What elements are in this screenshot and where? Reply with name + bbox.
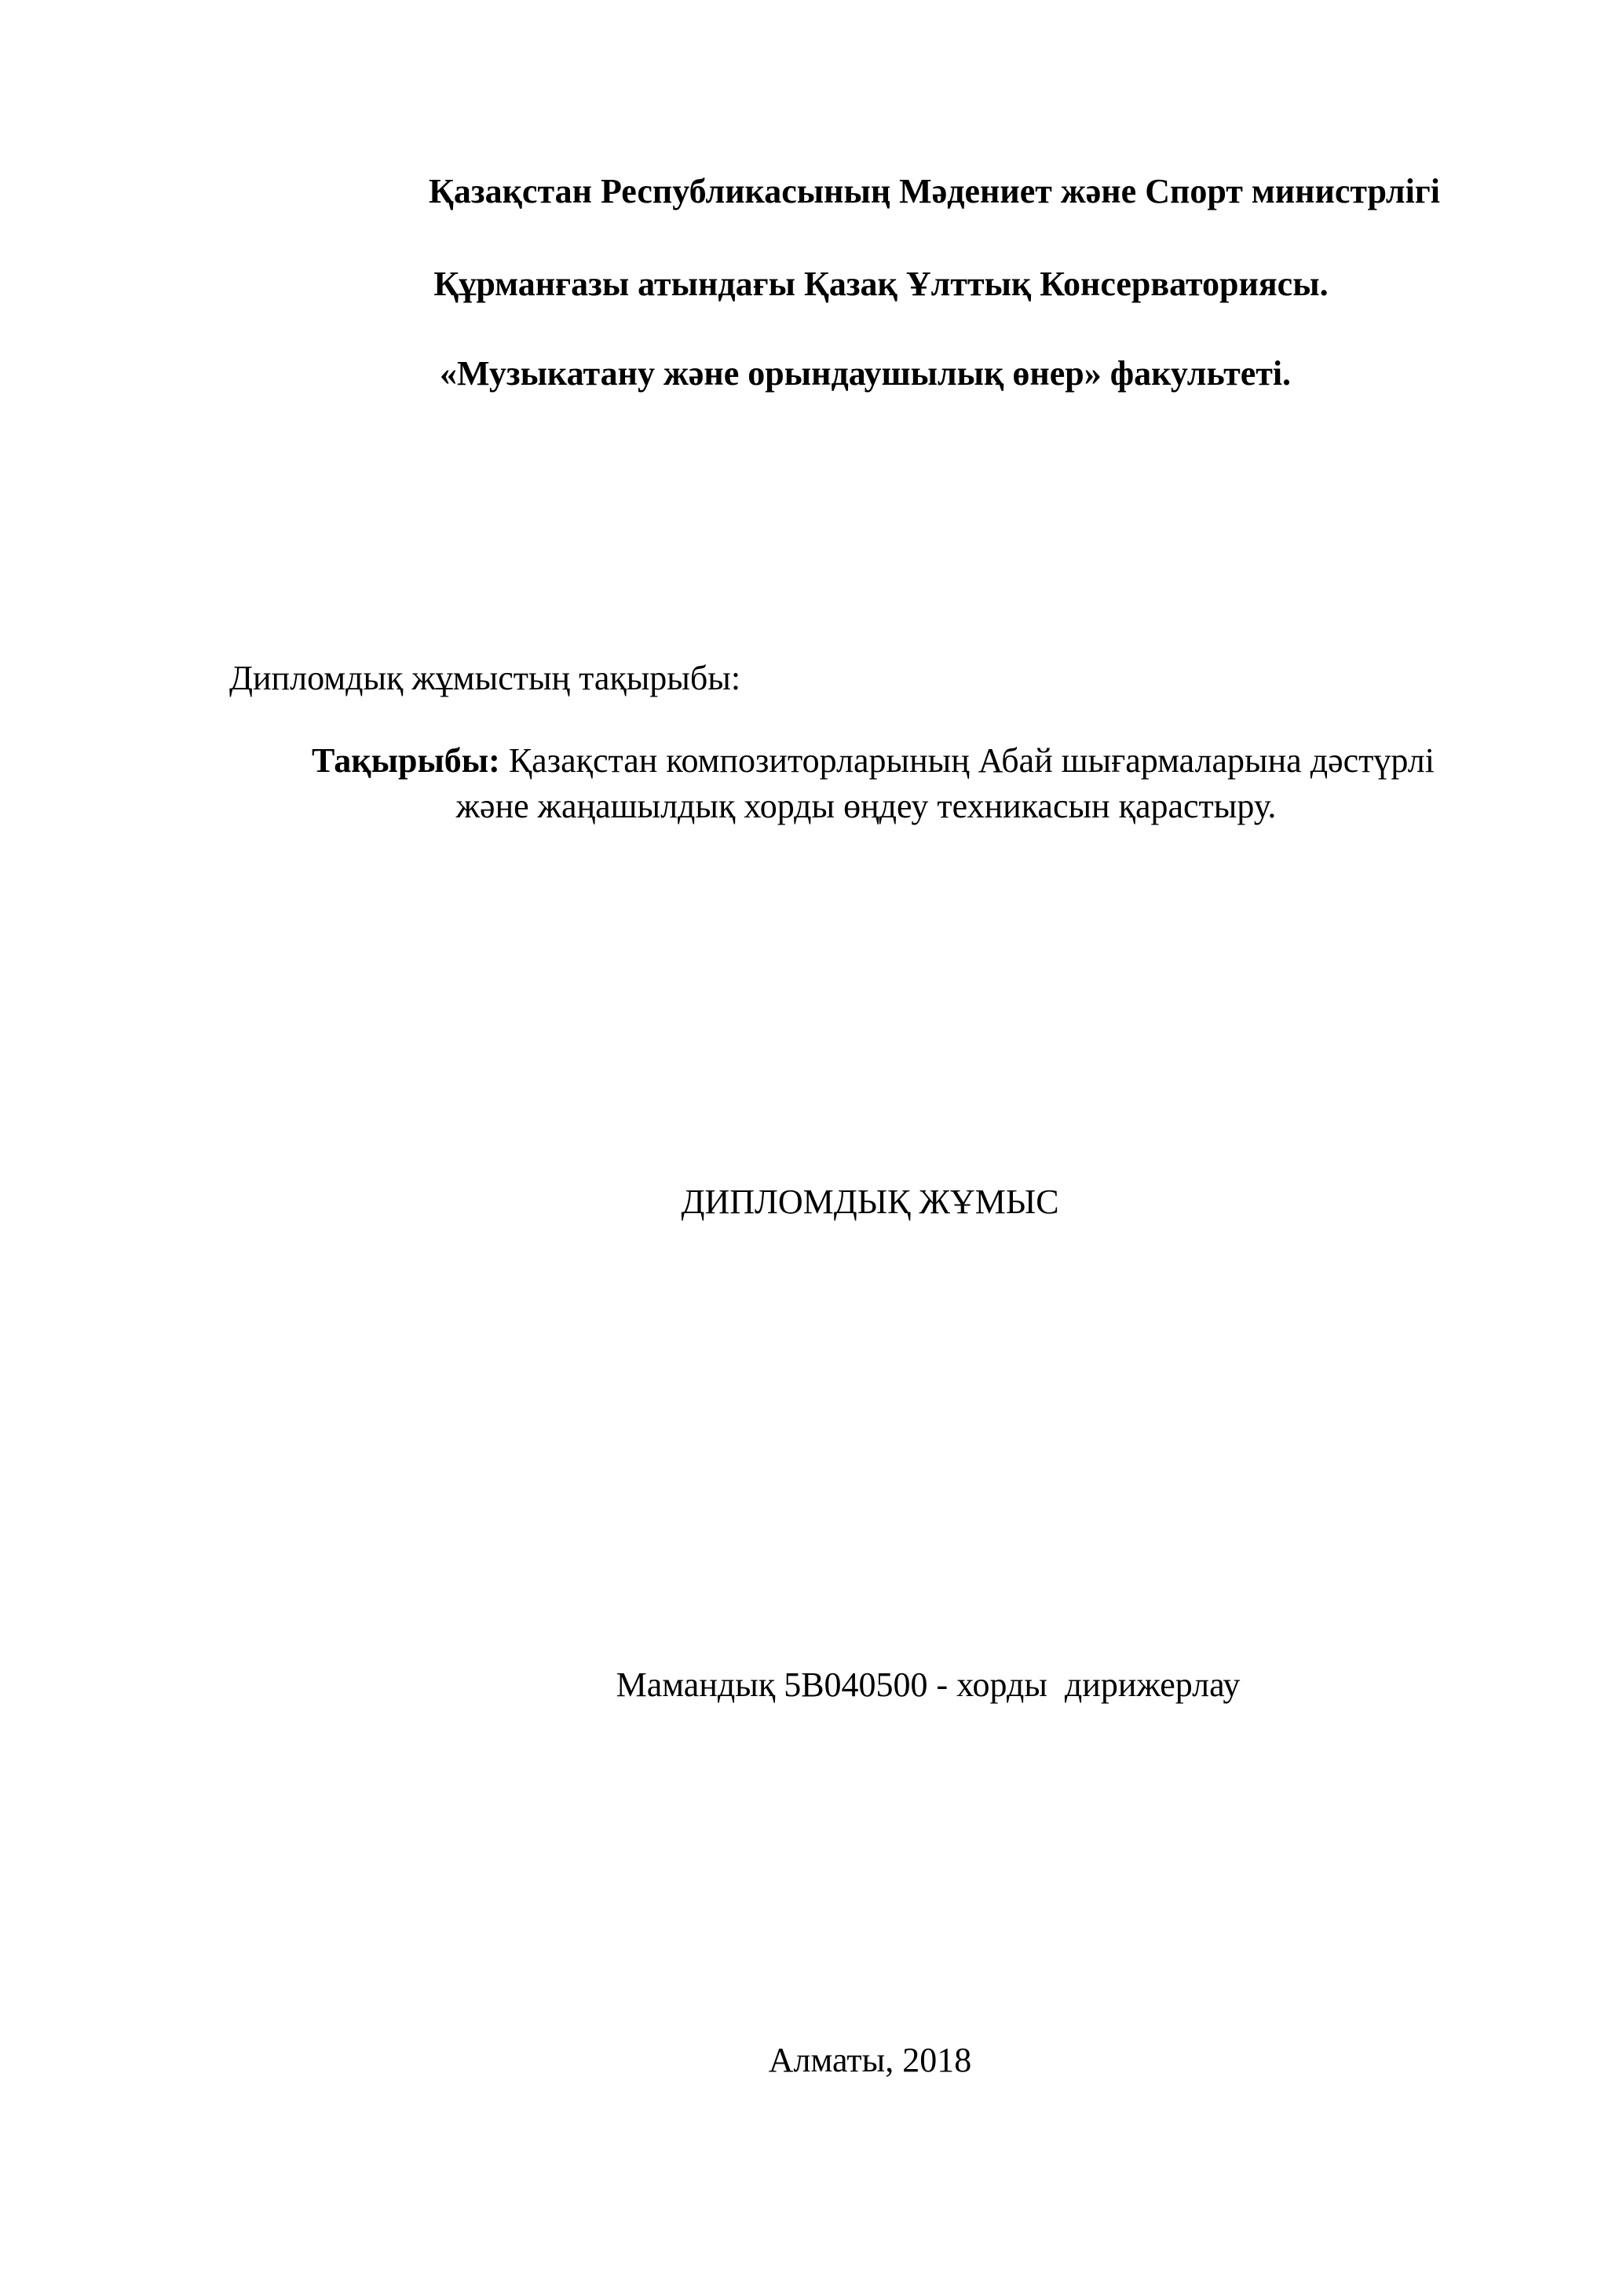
topic-line-1	[312, 738, 1435, 784]
topic-prefix: Тақырыбы:	[312, 741, 500, 780]
topic-text-line-2: және жаңашылдық хорды өңдеу техникасын қарастыру.	[455, 787, 1277, 825]
topic-text-line-1: Қазақстан композиторларының Абай шығармаларына дәстүрлі	[499, 741, 1435, 780]
ministry-heading: Қазақстан Республикасының Мәдениет және Спорт министрлігі	[428, 172, 1441, 210]
specialty-line: Мамандық 5В040500 - хорды дирижерлау	[616, 1665, 1241, 1704]
city-year: Алматы, 2018	[768, 2041, 972, 2079]
conservatory-heading: Құрманғазы атындағы Қазақ Ұлттық Консерваториясы.	[433, 265, 1329, 303]
thesis-topic-label: Дипломдық жұмыстың тақырыбы:	[229, 659, 741, 697]
thesis-type-title: ДИПЛОМДЫҚ ЖҰМЫС	[681, 1183, 1059, 1221]
faculty-heading: «Музыкатану және орындаушылық өнер» факультеті.	[439, 354, 1292, 393]
